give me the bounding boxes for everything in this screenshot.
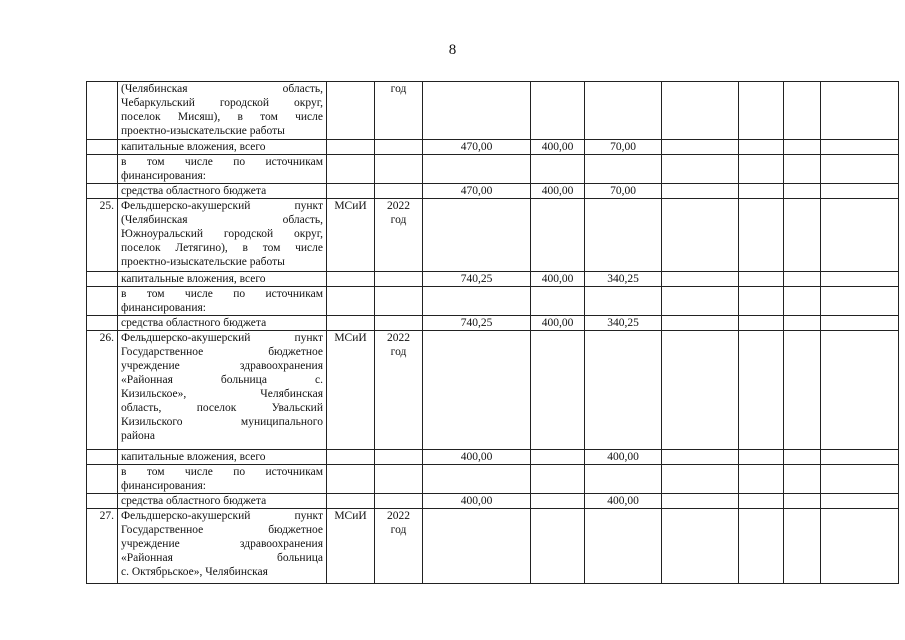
year-cell — [375, 155, 423, 184]
empty-cell — [662, 184, 739, 199]
empty-cell — [662, 331, 739, 450]
description-line: средства областного бюджета — [121, 317, 267, 329]
table-row — [87, 465, 899, 494]
empty-cell — [739, 316, 784, 331]
description-line: в том числе по источникам — [121, 156, 323, 168]
empty-cell — [821, 184, 899, 199]
value-cell-2 — [531, 82, 585, 140]
empty-cell — [821, 494, 899, 509]
description-line: Фельдшерско-акушерский пункт — [121, 510, 323, 522]
description-line: Фельдшерско-акушерский пункт — [121, 200, 323, 212]
value-cell-2 — [531, 287, 585, 316]
row-number-cell — [87, 316, 118, 331]
empty-cell — [821, 155, 899, 184]
description-line: учреждение здравоохранения — [121, 360, 323, 372]
table-row — [87, 509, 899, 584]
value-cell-3 — [585, 287, 662, 316]
year-cell — [375, 331, 423, 450]
responsible-org-cell — [327, 316, 375, 331]
empty-cell — [662, 199, 739, 272]
description-line: финансирования: — [121, 302, 206, 314]
empty-cell — [821, 465, 899, 494]
description-line: Южноуральский городской округ, — [121, 228, 323, 240]
empty-cell — [821, 199, 899, 272]
year-line: 2022 — [387, 510, 410, 522]
total-value-cell: 400,00 — [423, 450, 531, 465]
description-cell — [118, 494, 327, 509]
total-value-cell — [423, 331, 531, 450]
empty-cell — [821, 140, 899, 155]
description-line: финансирования: — [121, 480, 206, 492]
empty-cell — [739, 331, 784, 450]
empty-cell — [821, 82, 899, 140]
value-cell-3 — [585, 155, 662, 184]
empty-cell — [821, 450, 899, 465]
description-line: «Районная больница с. — [121, 374, 323, 386]
empty-cell — [784, 287, 821, 316]
description-line: поселок Летягино), в том числе — [121, 242, 323, 254]
total-value-cell: 740,25 — [423, 272, 531, 287]
value-cell-3 — [585, 331, 662, 450]
description-line: Государственное бюджетное — [121, 346, 323, 358]
empty-cell — [662, 82, 739, 140]
description-cell — [118, 140, 327, 155]
value-cell-2: 400,00 — [531, 184, 585, 199]
empty-cell — [662, 450, 739, 465]
empty-cell — [739, 140, 784, 155]
year-line: год — [390, 524, 407, 536]
responsible-org-cell — [327, 272, 375, 287]
row-number-cell — [87, 82, 118, 140]
year-cell — [375, 140, 423, 155]
description-cell — [118, 287, 327, 316]
empty-cell — [784, 316, 821, 331]
description-line: «Районная больница — [121, 552, 323, 564]
total-value-cell — [423, 509, 531, 584]
empty-cell — [821, 509, 899, 584]
value-cell-3: 340,25 — [585, 272, 662, 287]
investment-table — [86, 81, 899, 584]
empty-cell — [784, 184, 821, 199]
empty-cell — [821, 331, 899, 450]
empty-cell — [784, 450, 821, 465]
empty-cell — [739, 509, 784, 584]
row-number-cell — [87, 287, 118, 316]
value-cell-2 — [531, 331, 585, 450]
empty-cell — [784, 494, 821, 509]
table-row — [87, 450, 899, 465]
responsible-org-cell — [327, 494, 375, 509]
empty-cell — [662, 465, 739, 494]
row-number-cell — [87, 494, 118, 509]
value-cell-3: 340,25 — [585, 316, 662, 331]
description-cell — [118, 509, 327, 584]
value-cell-2 — [531, 509, 585, 584]
responsible-org-cell — [327, 140, 375, 155]
empty-cell — [784, 199, 821, 272]
value-cell-2: 400,00 — [531, 140, 585, 155]
empty-cell — [662, 287, 739, 316]
value-cell-3: 400,00 — [585, 494, 662, 509]
responsible-org-cell — [327, 450, 375, 465]
empty-cell — [784, 331, 821, 450]
table-row — [87, 199, 899, 272]
description-cell — [118, 465, 327, 494]
year-cell — [375, 450, 423, 465]
year-cell — [375, 184, 423, 199]
empty-cell — [739, 155, 784, 184]
responsible-org-cell: МСиИ — [327, 509, 375, 584]
responsible-org-cell — [327, 287, 375, 316]
row-number-cell — [87, 465, 118, 494]
description-line: проектно-изыскательские работы — [121, 256, 285, 268]
value-cell-2 — [531, 450, 585, 465]
value-cell-2 — [531, 494, 585, 509]
empty-cell — [739, 199, 784, 272]
description-cell — [118, 155, 327, 184]
empty-cell — [784, 155, 821, 184]
value-cell-3: 400,00 — [585, 450, 662, 465]
year-cell — [375, 82, 423, 140]
description-line: капитальные вложения, всего — [121, 273, 266, 285]
row-number-cell: 25. — [87, 199, 118, 272]
empty-cell — [821, 316, 899, 331]
description-cell — [118, 331, 327, 450]
empty-cell — [662, 316, 739, 331]
total-value-cell: 470,00 — [423, 140, 531, 155]
description-line: проектно-изыскательские работы — [121, 125, 285, 137]
responsible-org-cell: МСиИ — [327, 199, 375, 272]
value-cell-2 — [531, 465, 585, 494]
row-number-cell — [87, 155, 118, 184]
description-line: Кизильское», Челябинская — [121, 388, 323, 400]
table-row — [87, 316, 899, 331]
empty-cell — [662, 155, 739, 184]
total-value-cell: 740,25 — [423, 316, 531, 331]
year-cell — [375, 287, 423, 316]
description-line: в том числе по источникам — [121, 466, 323, 478]
total-value-cell — [423, 465, 531, 494]
description-line: с. Октябрьское», Челябинская — [121, 566, 268, 578]
description-line: учреждение здравоохранения — [121, 538, 323, 550]
table-row — [87, 272, 899, 287]
description-cell — [118, 316, 327, 331]
empty-cell — [739, 82, 784, 140]
description-line: Кизильского муниципального — [121, 416, 323, 428]
description-line: поселок Мисяш), в том числе — [121, 111, 323, 123]
empty-cell — [784, 272, 821, 287]
empty-cell — [739, 287, 784, 316]
row-number-cell — [87, 272, 118, 287]
value-cell-2 — [531, 155, 585, 184]
total-value-cell: 400,00 — [423, 494, 531, 509]
page-number: 8 — [448, 42, 457, 58]
responsible-org-cell — [327, 82, 375, 140]
description-line: в том числе по источникам — [121, 288, 323, 300]
year-cell — [375, 509, 423, 584]
row-number-cell — [87, 450, 118, 465]
responsible-org-cell — [327, 465, 375, 494]
description-line: Фельдшерско-акушерский пункт — [121, 332, 323, 344]
responsible-org-cell — [327, 184, 375, 199]
year-line: 2022 — [387, 200, 410, 212]
row-number-cell — [87, 140, 118, 155]
year-line: 2022 — [387, 332, 410, 344]
empty-cell — [784, 140, 821, 155]
empty-cell — [784, 82, 821, 140]
empty-cell — [739, 465, 784, 494]
value-cell-2: 400,00 — [531, 272, 585, 287]
row-number-cell: 27. — [87, 509, 118, 584]
total-value-cell — [423, 155, 531, 184]
description-cell — [118, 272, 327, 287]
total-value-cell: 470,00 — [423, 184, 531, 199]
table-row — [87, 184, 899, 199]
value-cell-3 — [585, 199, 662, 272]
total-value-cell — [423, 199, 531, 272]
value-cell-3 — [585, 509, 662, 584]
year-line: год — [390, 83, 407, 95]
description-line: (Челябинская область, — [121, 83, 323, 95]
row-number-cell: 26. — [87, 331, 118, 450]
description-cell — [118, 184, 327, 199]
responsible-org-cell: МСиИ — [327, 331, 375, 450]
responsible-org-cell — [327, 155, 375, 184]
table-row — [87, 331, 899, 450]
empty-cell — [662, 494, 739, 509]
total-value-cell — [423, 287, 531, 316]
table-row — [87, 155, 899, 184]
year-cell — [375, 494, 423, 509]
description-cell — [118, 450, 327, 465]
description-line: средства областного бюджета — [121, 495, 267, 507]
value-cell-3: 70,00 — [585, 140, 662, 155]
empty-cell — [739, 272, 784, 287]
description-cell — [118, 82, 327, 140]
value-cell-3 — [585, 82, 662, 140]
empty-cell — [821, 287, 899, 316]
empty-cell — [662, 140, 739, 155]
empty-cell — [821, 272, 899, 287]
total-value-cell — [423, 82, 531, 140]
year-cell — [375, 465, 423, 494]
description-line: капитальные вложения, всего — [121, 141, 266, 153]
table-row — [87, 287, 899, 316]
table-row — [87, 140, 899, 155]
description-line: Государственное бюджетное — [121, 524, 323, 536]
value-cell-2: 400,00 — [531, 316, 585, 331]
table-row — [87, 82, 899, 140]
table-body — [87, 82, 899, 584]
description-cell — [118, 199, 327, 272]
value-cell-3: 70,00 — [585, 184, 662, 199]
year-line: год — [390, 214, 407, 226]
description-line: финансирования: — [121, 170, 206, 182]
year-line: год — [390, 346, 407, 358]
empty-cell — [739, 494, 784, 509]
value-cell-3 — [585, 465, 662, 494]
empty-cell — [739, 450, 784, 465]
description-line: область, поселок Увальский — [121, 402, 323, 414]
description-line: средства областного бюджета — [121, 185, 267, 197]
empty-cell — [662, 272, 739, 287]
description-line: капитальные вложения, всего — [121, 451, 266, 463]
description-line: района — [121, 430, 156, 442]
description-line: Чебаркульский городской округ, — [121, 97, 323, 109]
empty-cell — [662, 509, 739, 584]
description-line: (Челябинская область, — [121, 214, 323, 226]
table-row — [87, 494, 899, 509]
empty-cell — [784, 509, 821, 584]
empty-cell — [739, 184, 784, 199]
empty-cell — [784, 465, 821, 494]
row-number-cell — [87, 184, 118, 199]
year-cell — [375, 272, 423, 287]
value-cell-2 — [531, 199, 585, 272]
year-cell — [375, 199, 423, 272]
year-cell — [375, 316, 423, 331]
